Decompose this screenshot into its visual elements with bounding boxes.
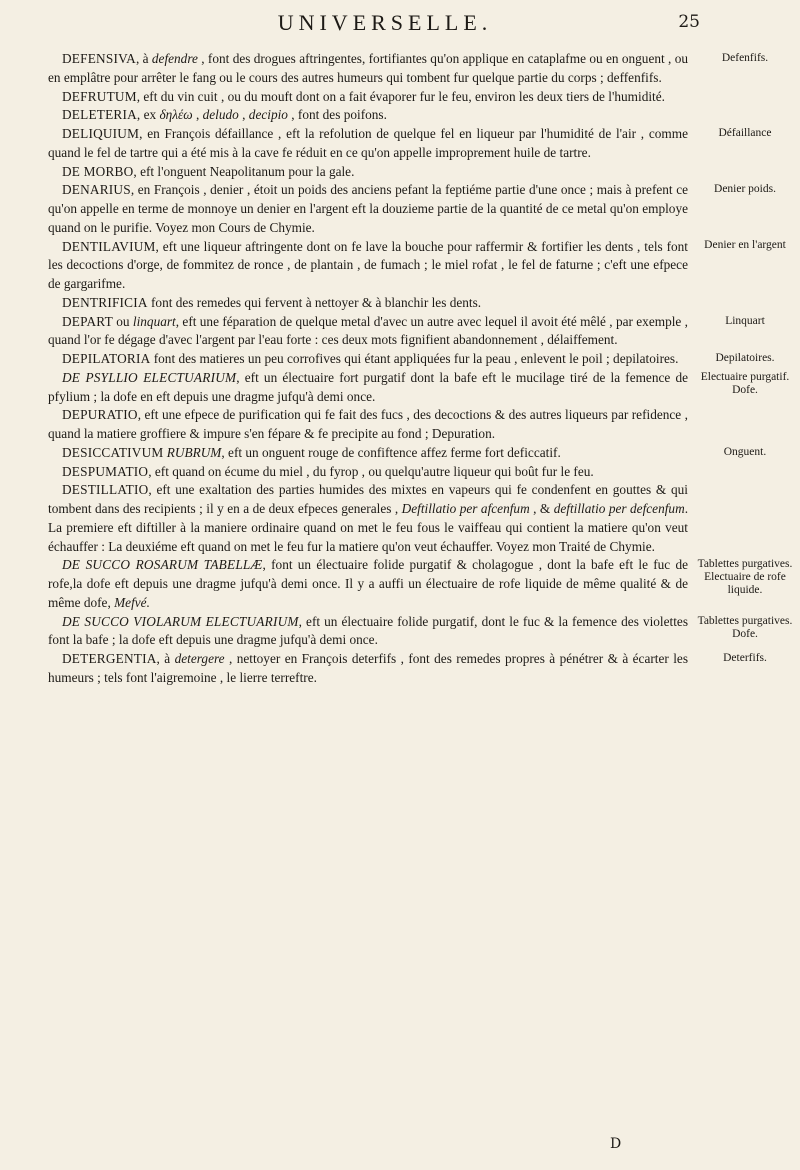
entry-definition: font des remedes qui fervent à nettoyer & à blanchir les dents. xyxy=(147,294,482,310)
entry-headword: DETERGENTIA xyxy=(62,651,157,666)
margin-note: Tablettes purgatives. Dofe. xyxy=(697,615,793,640)
entry-definition: , eft une efpece de purification qui fe fait des fucs , des decoctions & des autres liqueurs par refidence , quand la matiere groffiere & impure s'en fépare & fe precipite au fond ; Depuration. xyxy=(48,407,688,441)
dictionary-entry xyxy=(48,294,688,313)
entry-definition: , à detergere , nettoyer en François deterfifs , font des remedes propres à pénétrer & à écarter les humeurs ; tels font l'aigremoine , le lierre terreftre. xyxy=(48,651,688,685)
dictionary-entry xyxy=(48,463,688,482)
entry-definition: , à defendre , font des drogues aftringentes, fortifiantes qu'on applique en cataplafme ou en onguent , ou en emplâtre pour arrêter le fang ou le cours des autres humeurs qui tombent fur quelque partie du corps ; deffenfifs. xyxy=(48,51,689,85)
dictionary-entry xyxy=(48,163,688,182)
dictionary-entry xyxy=(48,369,688,407)
margin-note: Linquart xyxy=(725,315,765,327)
signature-mark: D xyxy=(610,1136,622,1152)
entry-headword: DEFENSIVA xyxy=(62,51,136,66)
entry-headword: DE SUCCO VIOLARUM ELECTUARIUM xyxy=(62,613,299,629)
entry-headword: DEPILATORIA xyxy=(62,351,151,366)
margin-note: Tablettes purgatives. Electuaire de rofe liquide. xyxy=(697,558,793,596)
dictionary-entry xyxy=(48,238,688,294)
dictionary-entry xyxy=(48,613,688,651)
page-footer xyxy=(0,1136,800,1158)
entry-definition: , eft un électuaire fort purgatif dont la bafe eft le mucilage tiré de la femence de pfylium ; la dofe en eft depuis une dragme jufqu'à demi once. xyxy=(48,369,688,404)
entry-definition: , en François défaillance , eft la refolution de quelque fel en liqueur par l'humidité de l'air , comme quand le fel de tartre qui a été mis à la cave fe réduit en ce qu'on appelle improprement huile de tartre. xyxy=(48,126,688,160)
margin-note: Denier en l'argent xyxy=(704,239,786,252)
entry-definition: RUBRUM, eft un onguent rouge de confiftence affez ferme fort deficcatif. xyxy=(166,444,561,460)
entry-definition: font des matieres un peu corrofives qui étant appliquées fur la peau , enlevent le poil ; depilatoires. xyxy=(150,351,679,366)
dictionary-entry xyxy=(48,350,688,369)
entry-headword: DEPURATIO xyxy=(62,407,138,423)
margin-note: Depilatoires. xyxy=(715,352,775,364)
margin-note: Défaillance xyxy=(718,127,772,139)
margin-note: Deterfifs. xyxy=(723,652,767,664)
entry-headword: DENTRIFICIA xyxy=(62,294,148,310)
entry-headword: DE SUCCO ROSARUM TABELLÆ xyxy=(62,557,263,573)
dictionary-entry xyxy=(48,650,688,688)
dictionary-entry xyxy=(48,313,688,351)
dictionary-entry xyxy=(48,181,688,237)
margin-note: Electuaire purgatif. Dofe. xyxy=(700,371,790,396)
dictionary-entry xyxy=(48,88,688,107)
page-header xyxy=(0,10,800,44)
entry-definition: , eft un électuaire folide purgatif, dont le fuc & la femence des violettes font la bafe ; la dofe eft depuis une dragme jufqu'à demi once. xyxy=(48,613,688,648)
dictionary-entries xyxy=(48,50,688,688)
entry-definition: , eft une exaltation des parties humides des mixtes en vapeurs qui fe condenfent en gouttes & qui tombent dans des recipients ; il y en a de deux efpeces generales , Deftillatio per afcenfum , & deftillatio per defcenfum. La premiere eft diftiller à la maniere ordinaire quand on met le feu fous le vaiffeau qui contient la matiere qu'on veut échauffer : La deuxiéme eft quand on met le feu fur la matiere qu'on veut échauffer. Voyez mon Traité de Chymie. xyxy=(48,482,689,554)
dictionary-entry xyxy=(48,125,688,163)
entry-headword: DEFRUTUM xyxy=(62,88,137,104)
entry-headword: DESPUMATIO xyxy=(62,463,149,479)
entry-headword: DEPART xyxy=(62,313,113,329)
margin-note: Denier poids. xyxy=(714,183,776,195)
entry-headword: DELETERIA xyxy=(62,107,137,123)
entry-definition: , eft une liqueur aftringente dont on fe lave la bouche pour raffermir & fortifier les dents , tels font les decoctions d'orge, de fommitez de ronce , de plantain , de fumach ; le miel rofat , le fel de faturne ; c'eft une efpece de gargarifme. xyxy=(48,238,688,291)
page-number: 25 xyxy=(678,12,700,32)
entry-definition: ou linquart, eft une féparation de quelque metal d'avec un autre avec lequel il avoit été mêlé , par exemple , quand l'or fe dégage d'avec l'argent par l'eau forte : ces deux mots fignifient abandonnement , délaiffement. xyxy=(48,313,688,348)
margin-note: Defenfifs. xyxy=(721,52,769,64)
dictionary-entry xyxy=(48,556,688,612)
entry-headword: DE PSYLLIO ELECTUARIUM xyxy=(62,369,237,385)
dictionary-entry xyxy=(48,106,688,125)
entry-definition: , eft du vin cuit , ou du mouft dont on a fait évaporer fur le feu, environ les deux tiers de l'humidité. xyxy=(136,88,665,104)
running-head: UNIVERSELLE. xyxy=(277,10,493,35)
dictionary-entry xyxy=(48,444,688,463)
dictionary-entry xyxy=(48,406,688,444)
entry-headword: DENTILAVIUM xyxy=(62,238,156,254)
margin-note: Onguent. xyxy=(723,446,767,458)
entry-headword: DE MORBO xyxy=(62,163,134,179)
entry-headword: DELIQUIUM xyxy=(62,126,140,141)
dictionary-entry xyxy=(48,50,688,88)
entry-headword: DESICCATIVUM xyxy=(62,444,164,460)
entry-headword: DESTILLATIO xyxy=(62,482,149,498)
dictionary-entry xyxy=(48,481,688,556)
entry-definition: , eft quand on écume du miel , du fyrop , ou quelqu'autre liqueur qui boût fur le feu. xyxy=(148,463,594,479)
entry-definition: , ex δηλέω , deludo , decipio , font des poifons. xyxy=(136,107,387,123)
entry-definition: , font un électuaire folide purgatif & cholagogue , dont la bafe eft le fuc de rofe,la dofe eft depuis une dragme jufqu'à demi once. Il y a auffi un électuaire de rofe liquide de même qualité & de même dofe, Mefvé. xyxy=(48,557,688,610)
entry-definition: , eft l'onguent Neapolitanum pour la gale. xyxy=(133,163,355,179)
entry-headword: DENARIUS xyxy=(62,182,131,198)
entry-definition: , en François , denier , étoit un poids des anciens pefant la feptiéme partie d'une once ; mais à prefent ce qu'on appelle en terme de monnoye un denier en l'argent eft la douzieme partie de la quantité de ce metal qu'on employe quand on le purifie. Voyez mon Cours de Chymie. xyxy=(48,182,688,235)
